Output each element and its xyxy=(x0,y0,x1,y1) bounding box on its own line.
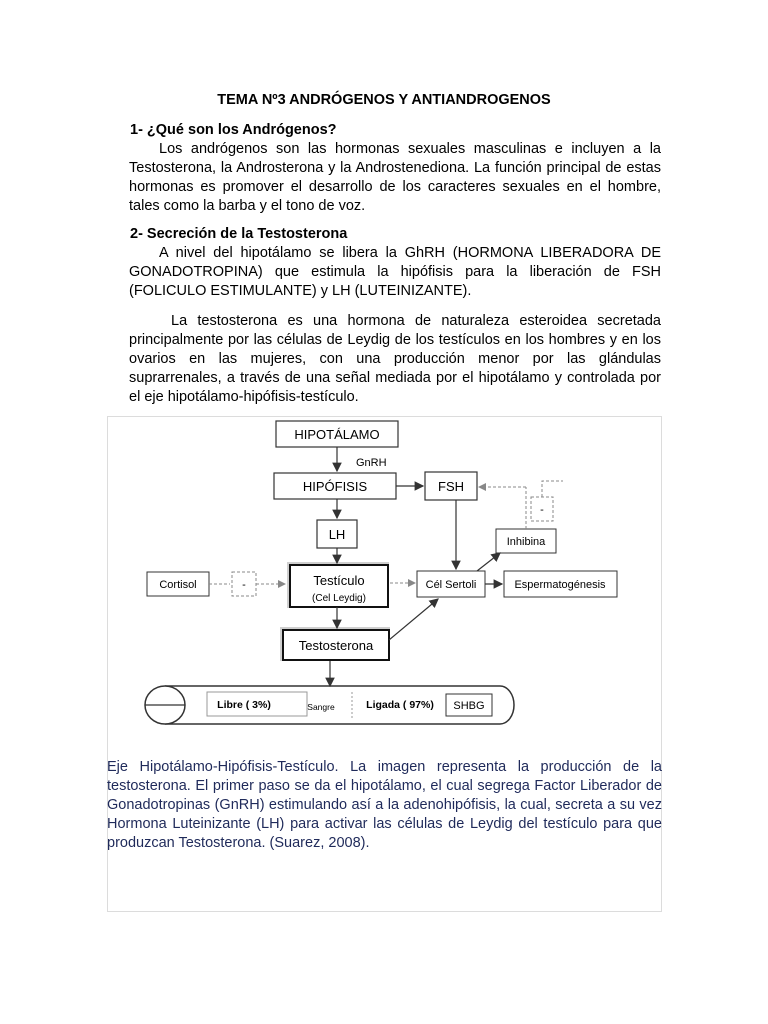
document-title: TEMA Nº3 ANDRÓGENOS Y ANTIANDROGENOS xyxy=(217,92,551,108)
libre-label: Libre ( 3%) xyxy=(217,699,271,711)
gnrh-label: GnRH xyxy=(356,457,387,469)
section1-heading: 1- ¿Qué son los Andrógenos? xyxy=(130,122,337,138)
arrow-sertoli-inhibina xyxy=(477,553,500,571)
lh-label: LH xyxy=(328,527,346,542)
shbg-label: SHBG xyxy=(453,700,485,712)
hipofisis-label: HIPÓFISIS xyxy=(302,479,368,494)
arrow-testosterona-sertoli xyxy=(389,599,438,640)
fsh-label: FSH xyxy=(438,479,464,494)
espermatogenesis-label: Espermatogénesis xyxy=(514,579,606,591)
cortisol-label: Cortisol xyxy=(159,579,197,591)
section2-heading: 2- Secreción de la Testosterona xyxy=(130,226,348,242)
blood-vessel-right-end xyxy=(500,686,514,724)
inhibina-minus: - xyxy=(540,504,544,516)
section1-text: Los andrógenos son las hormonas sexuales masculinas e incluyen a la Testosterona, la Androsterona y la Androstenediona. La función principal de estas hormonas es promover el desarrollo de los caracteres sexuales en el hombre, tales como la barba y el tono de voz. xyxy=(129,141,661,214)
ligada-label: Ligada ( 97%) xyxy=(366,699,434,711)
testiculo-label: Testículo xyxy=(313,573,365,588)
cortisol-minus: - xyxy=(242,579,246,591)
cel-sertoli-label: Cél Sertoli xyxy=(425,579,477,591)
sangre-label: Sangre xyxy=(307,702,335,712)
section2-text-1: A nivel del hipotálamo se libera la GhRH (HORMONA LIBERADORA DE GONADOTROPINA) que estimula la hipófisis para la liberación de FSH (FOLICULO ESTIMULANTE) y LH (LUTEINIZANTE). xyxy=(129,245,661,299)
figure-caption: Eje Hipotálamo-Hipófisis-Testículo. La imagen representa la producción de la testosterona. El primer paso se da el hipotálamo, el cual segrega Factor Liberador de Gonadotropinas (GnRH) estimulando así a la adenohipófisis, la cual, secreta a su vez Hormona Luteinizante (LH) para activar las células de Leydig del testículo para que produzcan Testosterona. (Suarez, 2008). xyxy=(107,759,662,851)
cel-leydig-label: (Cel Leydig) xyxy=(312,593,366,604)
section2-text-2: La testosterona es una hormona de naturaleza esteroidea secretada principalmente por las células de Leydig de los testículos en los hombres y en los ovarios en las mujeres, con una producción menor por las glándulas suprarrenales, a través de una señal mediada por el hipotálamo y controlada por el eje hipotálamo-hipófisis-testículo. xyxy=(129,313,661,405)
hipotalamo-label: HIPOTÁLAMO xyxy=(294,427,380,442)
testosterona-label: Testosterona xyxy=(298,638,374,653)
inhibina-label: Inhibina xyxy=(506,536,546,548)
arrow-inhibina-feedback xyxy=(542,481,563,497)
